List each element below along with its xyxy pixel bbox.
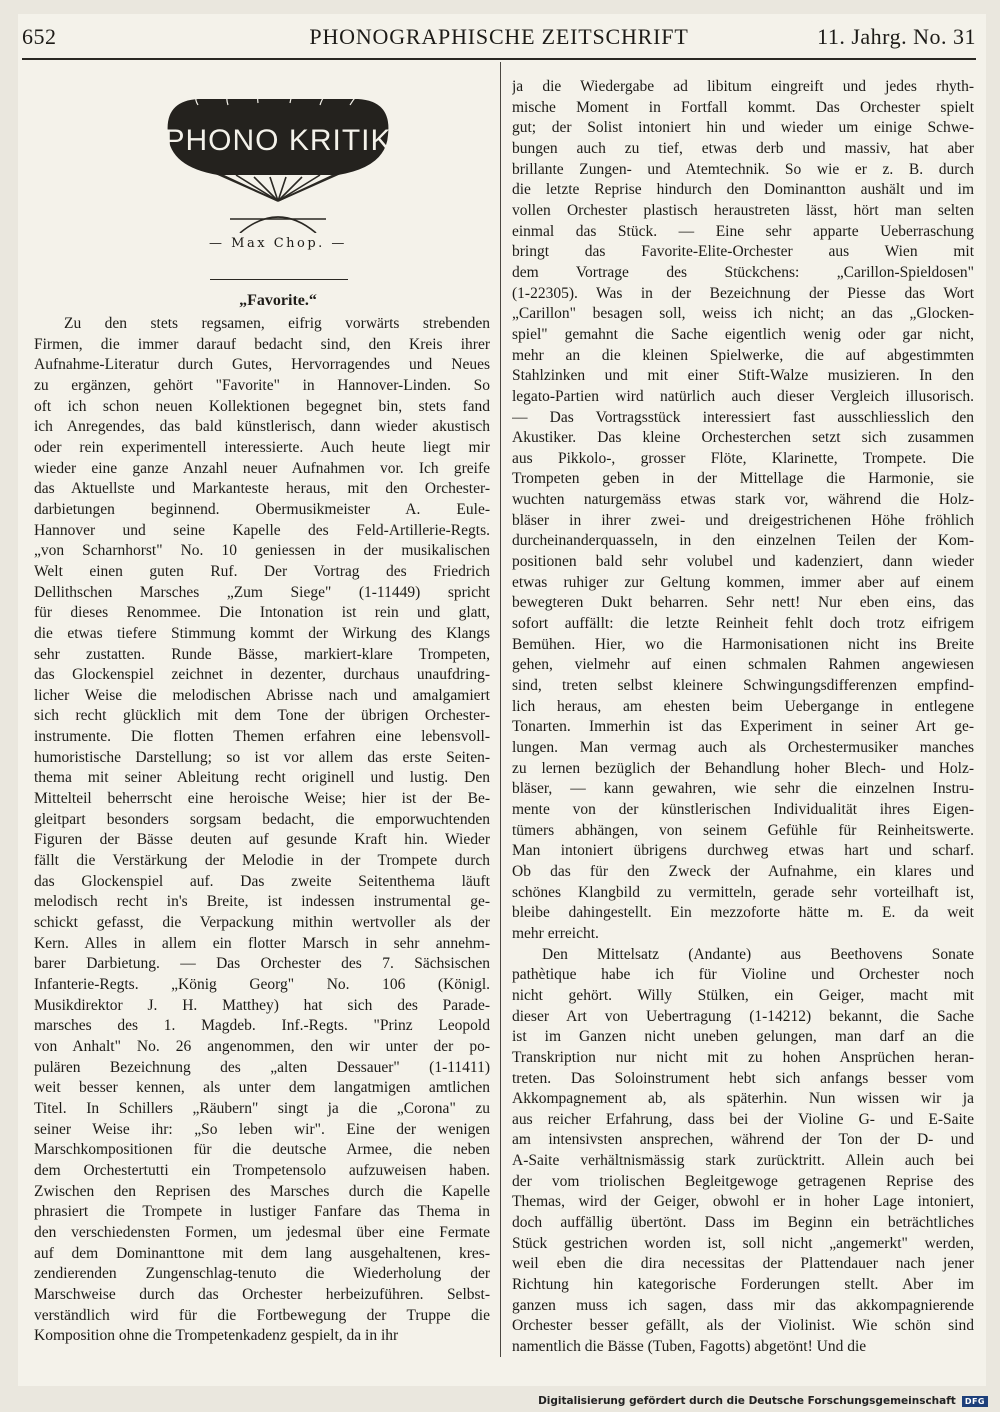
text-line: darbietungen beginnend. Obermusikmeister A. Eule- bbox=[34, 500, 490, 518]
text-line: bläser, — kann gewahren, wie sehr die einzelnen Instru- bbox=[512, 780, 974, 798]
text-line: nicht gehört. Willy Stülken, ein Geiger, macht mit bbox=[512, 986, 974, 1004]
text-line: weil eben die dira necessitas der Plattendauer nach jener bbox=[512, 1255, 974, 1273]
text-line: Trompeten geben in der Mittellage die Harmonie, sie bbox=[512, 470, 974, 488]
text-line: Musikdirektor J. H. Matthey) hat sich des Parade- bbox=[34, 996, 490, 1014]
text-line: bungen auch zu tief, etwas derb und massiv, hat aber bbox=[512, 139, 974, 157]
text-line: schönes Klangbild zu vermitteln, gerade sehr vorteilhaft ist, bbox=[512, 883, 974, 901]
text-line: namentlich die Bässe (Tuben, Fagotts) abgetönt! Und die bbox=[512, 1338, 867, 1356]
text-line: brillante Zungen- und Atemtechnik. So wie er z. B. durch bbox=[512, 160, 974, 178]
logo-text: PHONO KRITIK bbox=[164, 124, 392, 157]
text-line: Firmen, die immer darauf bedacht sind, den Kreis ihrer bbox=[34, 335, 490, 353]
text-line: licher Weise die melodischen Abrisse nach und amalgamiert bbox=[34, 686, 490, 704]
text-line: die etwas tiefere Stimmung kommt der Wirkung des Klangs bbox=[34, 624, 490, 642]
text-line: wuchten naturgemäss etwas stark vor, während die Holz- bbox=[512, 491, 974, 509]
text-line: mente von der künstlerischen Individualität ihres Eigen- bbox=[512, 800, 974, 818]
text-line: Mittelteil beherrscht eine heroische Weise; hier ist der Be- bbox=[34, 790, 490, 808]
text-line: Aufnahme-Literatur durch Gutes, Hervorragendes und Neues bbox=[34, 356, 490, 374]
text-line: etwas ruhiger zur Geltung kommen, immer aber auf einem bbox=[512, 573, 974, 591]
text-line: gleitpart besonders sorgsam bedacht, die emporwuchtenden bbox=[34, 810, 490, 828]
text-line: Ob das für den Zweck der Aufnahme, ein klares und bbox=[512, 862, 974, 880]
text-line: thema mit seiner Ableitung recht originell und lustig. Den bbox=[34, 769, 490, 787]
text-line: Stahlzinken und mit einer Stift-Walze musizieren. In den bbox=[512, 367, 974, 385]
page-header bbox=[22, 14, 976, 60]
text-line: instrumente. Die flotten Themen erfahren eine lebensvoll- bbox=[34, 728, 490, 746]
text-line: marsches des 1. Magdeb. Inf.-Regts. "Prinz Leopold bbox=[34, 1017, 490, 1035]
section-title: „Favorite.“ bbox=[239, 292, 317, 309]
text-line: bringt das Favorite-Elite-Orchester aus Wien mit bbox=[512, 243, 974, 261]
text-line: dem Orchestertutti ein Trompetensolo aufzuweisen haben. bbox=[34, 1161, 490, 1179]
text-line: fällt die Verstärkung der Melodie in der Trompete durch bbox=[34, 852, 490, 870]
text-line: am intensivsten ansprechen, während der Ton der D- und bbox=[512, 1131, 974, 1149]
text-line: das Aktuellste und Markanteste heraus, mit den Orchester- bbox=[34, 480, 490, 498]
text-line: durcheinanderquasseln, in den einzelnen Teilen der Kom- bbox=[512, 532, 974, 550]
text-line: tümers abhängen, von seinem Gefühle für Reinheitswerte. bbox=[512, 821, 974, 839]
text-line: Tonarten. Immerhin ist das Experiment in seiner Art ge- bbox=[512, 718, 974, 736]
text-line: Orchester besser gefällt, als der Violinist. Wie schön sind bbox=[512, 1317, 974, 1335]
section-rule bbox=[210, 279, 348, 280]
text-line: „von Scharnhorst" No. 10 geniessen in der musikalischen bbox=[34, 542, 490, 560]
text-line: seiner Weise ihr: „So leben wir". Eine der wenigen bbox=[34, 1120, 490, 1138]
text-line: legato-Partien wird natürlich auch dieser Vergleich illusorisch. bbox=[512, 387, 974, 405]
text-line: A-Saite verhältnismässig stark zurücktritt. Allein auch bei bbox=[512, 1152, 974, 1170]
digitization-footer bbox=[538, 1394, 988, 1408]
text-line: Themas, wird der Geiger, obwohl er in hoher Lage intoniert, bbox=[512, 1193, 974, 1211]
text-line: Richtung hin kategorische Forderungen stellt. Aber im bbox=[512, 1276, 974, 1294]
text-line: bläser in ihrer zwei- und dreigestrichenen Höhe fröhlich bbox=[512, 511, 974, 529]
text-line: Hannover und seine Kapelle des Feld-Artillerie-Regts. bbox=[34, 521, 490, 539]
text-line: gehen, vielmehr auf einen schmalen Rahmen angewiesen bbox=[512, 656, 974, 674]
column-divider bbox=[500, 62, 501, 1357]
text-line: weit besser kennen, als unter dem langatmigen amtlichen bbox=[34, 1079, 490, 1097]
text-line: verständlich wird für die Fortbewegung der Truppe die bbox=[34, 1306, 490, 1324]
text-line: bleibe dahingestellt. Ein mezzoforte hätte m. E. da weit bbox=[512, 904, 974, 922]
text-line: spiel" gemahnt die Sache eigentlich wenig oder gar nicht, bbox=[512, 325, 974, 343]
text-line: positionen bald sehr volubel und kadenziert, dann wieder bbox=[512, 553, 974, 571]
text-line: oft ich schon neuen Kollektionen begegnet bin, stets fand bbox=[34, 397, 490, 415]
page-number: 652 bbox=[22, 24, 57, 49]
text-line: mehr an die kleinen Spielwerke, die auf abgestimmten bbox=[512, 346, 974, 364]
text-line: Zwischen den Reprisen des Marsches durch die Kapelle bbox=[34, 1182, 490, 1200]
footer-credit: Digitalisierung gefördert durch die Deutsche Forschungsgemeinschaft bbox=[538, 1395, 956, 1407]
text-line: Stück gestrichen worden ist, soll nicht „angemerkt" werden, bbox=[512, 1234, 974, 1252]
text-line: doch auffällig übertönt. Dass im Beginn ein beträchtliches bbox=[512, 1214, 974, 1232]
right-column-text bbox=[512, 77, 974, 1358]
text-line: Marschkompositionen für die deutsche Armee, die neben bbox=[34, 1141, 490, 1159]
text-line: phrasiert die Trompete in lustiger Fanfare das Thema in bbox=[34, 1203, 490, 1221]
journal-title: PHONOGRAPHISCHE ZEITSCHRIFT bbox=[309, 24, 689, 49]
text-line: Man intoniert übrigens durchweg etwas hart und scharf. bbox=[512, 842, 974, 860]
text-line: lich heraus, am ehesten beim Uebergange in entlegene bbox=[512, 697, 974, 715]
text-line: zendierenden Zungenschlag-tenuto die Wiederholung der bbox=[34, 1265, 490, 1283]
text-line: zu ergänzen, gehört "Favorite" in Hannover-Linden. So bbox=[34, 376, 490, 394]
text-line: mische Moment in Fortfall kommt. Das Orchester spielt bbox=[512, 98, 974, 116]
text-line: von Anhalt" No. 26 angenommen, den wir unter der po- bbox=[34, 1037, 490, 1055]
author-byline: — Max Chop. — bbox=[209, 236, 347, 251]
text-line: lungen. Man vermag auch als Orchestermusiker manches bbox=[512, 739, 974, 756]
text-line: für dieses Renommee. Die Intonation ist rein und glatt, bbox=[34, 604, 490, 622]
dfg-logo-badge: DFG bbox=[962, 1396, 988, 1407]
text-line: — Das Vortragsstück interessiert fast ausschliesslich den bbox=[512, 408, 974, 426]
text-line: dem Vortrage des Stückchens: „Carillon-Spieldosen" bbox=[512, 263, 974, 281]
text-line: Akustiker. Das kleine Orchesterchen setzt sich zusammen bbox=[512, 429, 974, 447]
text-line: den verschiedensten Formen, um jedesmal über eine Fermate bbox=[34, 1223, 490, 1241]
text-line: Akkompagnement ab, als späterhin. Nun wissen wir ja bbox=[512, 1090, 974, 1108]
text-line: Zu den stets regsamen, eifrig vorwärts strebenden bbox=[64, 315, 490, 332]
text-line: einmal das Stück. — Eine sehr apparte Ueberraschung bbox=[512, 222, 974, 240]
text-line: sehr zustatten. Runde Bässe, markiert-klare Trompeten, bbox=[34, 645, 490, 663]
text-line: Komposition ohne die Trompetenkadenz gespielt, da in ihr bbox=[34, 1327, 399, 1345]
text-line: Den Mittelsatz (Andante) aus Beethovens Sonate bbox=[542, 945, 974, 963]
left-column-text bbox=[34, 314, 490, 1347]
text-line: Kern. Alles in allem ein flotter Marsch in sehr annehm- bbox=[34, 934, 490, 952]
text-line: vollen Orchester plastisch heraustreten lässt, hört man selten bbox=[512, 201, 974, 219]
text-line: die letzte Reprise hindurch den Dominantton aushält und im bbox=[512, 181, 974, 199]
text-line: pathètique habe ich für Violine und Orchester noch bbox=[512, 966, 974, 984]
text-line: ist im Ganzen nicht uneben gelungen, man darf an die bbox=[512, 1028, 974, 1046]
issue-number: 11. Jahrg. No. 31 bbox=[817, 24, 976, 49]
text-line: sofort auffällt: die letzte Reinheit fehlt doch trotz eifrigem bbox=[512, 615, 974, 633]
text-line: mehr erreicht. bbox=[512, 924, 599, 942]
text-line: Bemühen. Hier, wo die Harmonisationen nicht ins Breite bbox=[512, 635, 974, 653]
text-line: Infanterie-Regts. „König Georg" No. 106 (Königl. bbox=[34, 976, 490, 993]
text-line: „Carillon" besagen soll, weiss ich nicht; an das „Glocken- bbox=[512, 305, 974, 323]
text-line: das Glockenspiel zeichnet in dezenter, durchaus unaufdring- bbox=[34, 666, 490, 684]
text-line: bewegteren Dukt beharren. Sehr nett! Nur eben eins, das bbox=[512, 594, 974, 612]
text-line: melodisch recht in's Breite, ist indessen instrumental ge- bbox=[34, 893, 490, 911]
phono-kritik-logo bbox=[158, 83, 398, 233]
text-line: treten. Das Soloinstrument hebt sich anfangs besser vom bbox=[512, 1069, 974, 1087]
text-line: sich recht glücklich mit dem Tone der übrigen Orchester- bbox=[34, 707, 490, 725]
text-line: Welt einen guten Ruf. Der Vortrag des Friedrich bbox=[34, 562, 490, 580]
text-line: der vom triolischen Begleitgewoge getragenen Reprise des bbox=[512, 1172, 974, 1190]
text-line: auf dem Dominanttone mit dem lang ausgehaltenen, kres- bbox=[34, 1244, 490, 1262]
text-line: pulären Bezeichnung des „alten Dessauer" (1-11411) bbox=[34, 1058, 490, 1076]
text-line: wieder eine ganze Anzahl neuer Aufnahmen vor. Ich greife bbox=[34, 459, 490, 477]
text-line: ja die Wiedergabe ad libitum eingreift und jedes rhyth- bbox=[512, 78, 974, 95]
text-line: Transkription nur nicht mit zu hohen Ansprüchen heran- bbox=[512, 1048, 974, 1066]
text-line: aus Pikkolo-, grosser Flöte, Klarinette, Trompete. Die bbox=[512, 449, 974, 467]
text-line: Titel. In Schillers „Räubern" singt ja die „Corona" zu bbox=[34, 1099, 490, 1117]
text-line: humoristische Darstellung; so ist vor allem das erste Seiten- bbox=[34, 748, 490, 766]
text-line: (1-22305). Was in der Bezeichnung der Piesse das Wort bbox=[512, 284, 974, 302]
text-line: oder rein experimentell interessierte. Auch heute liegt mir bbox=[34, 438, 490, 456]
text-line: aus reicher Erfahrung, dass bei der Violine G- und E-Saite bbox=[512, 1110, 974, 1128]
text-line: Figuren der Bässe deuten auf gesunde Kraft hin. Wieder bbox=[34, 831, 490, 849]
text-line: Marschweise durch das Orchester herbeizuführen. Selbst- bbox=[34, 1285, 490, 1303]
text-line: ich Anregendes, das bald künstlerisch, dann wieder akustisch bbox=[34, 418, 490, 436]
text-line: Dellithschen Marsches „Zum Siege" (1-11449) spricht bbox=[34, 583, 490, 601]
text-line: gut; der Solist intoniert hin und wieder um einige Schwe- bbox=[512, 119, 974, 137]
text-line: schickt gefasst, die Verpackung mithin wertvoller als der bbox=[34, 914, 490, 932]
text-line: ganzen muss ich sagen, dass mir das akkompagnierende bbox=[512, 1296, 974, 1314]
text-line: dieser Art von Uebertragung (1-14212) bekannt, die Sache bbox=[512, 1007, 974, 1025]
text-line: zu lernen bezüglich der Behandlung hoher Blech- und Holz- bbox=[512, 759, 974, 777]
text-line: das Glockenspiel auf. Das zweite Seitenthema läuft bbox=[34, 872, 490, 890]
text-line: barer Darbietung. — Das Orchester des 7. Sächsischen bbox=[34, 955, 490, 973]
text-line: sind, treten selbst kleinere Schwingungsdifferenzen empfind- bbox=[512, 677, 974, 695]
